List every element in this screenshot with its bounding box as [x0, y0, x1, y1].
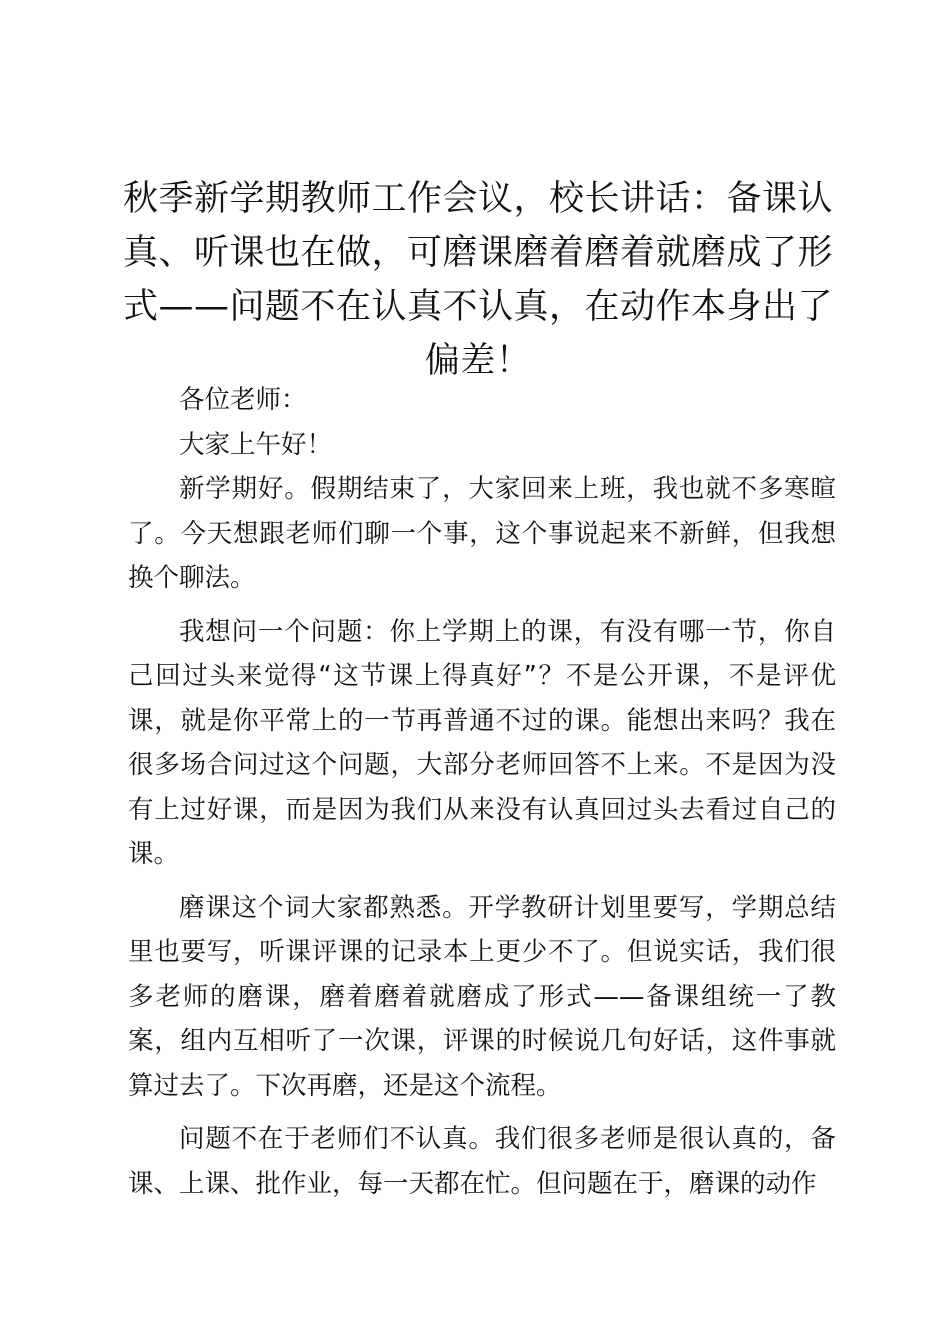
paragraph: 问题不在于老师们不认真。我们很多老师是很认真的，备课、上课、批作业，每一天都在忙。但问题在于，磨课的动作 — [128, 1124, 836, 1199]
salutation: 各位老师： — [179, 385, 307, 415]
paragraph: 我想问一个问题：你上学期上的课，有没有哪一节，你自己回过头来觉得“这节课上得真好”？不是公开课，不是评优课，就是你平常上的一节再普通不过的课。能想出来吗？我在很多场合问过这个问题，大部分老师回答不上来。不是因为没有上过好课，而是因为我们从来没有认真回过头去看过自己的课。 — [128, 616, 836, 869]
document-body — [128, 378, 836, 1215]
greeting: 大家上午好！ — [179, 429, 333, 460]
paragraph: 新学期好。假期结束了，大家回来上班，我也就不多寒暄了。今天想跟老师们聊一个事，这个事说起来不新鲜，但我想换个聊法。 — [128, 474, 836, 593]
paragraph: 磨课这个词大家都熟悉。开学教研计划里要写，学期总结里也要写，听课评课的记录本上更少不了。但说实话，我们很多老师的磨课，磨着磨着就磨成了形式——备课组统一了教案，组内互相听了一次课，评课的时候说几句好话，这件事就算过去了。下次再磨，还是这个流程。 — [128, 892, 836, 1101]
document-title: 秋季新学期教师工作会议，校长讲话：备课认真、听课也在做，可磨课磨着磨着就磨成了形式——问题不在认真不认真，在动作本身出了偏差！ — [122, 179, 833, 381]
